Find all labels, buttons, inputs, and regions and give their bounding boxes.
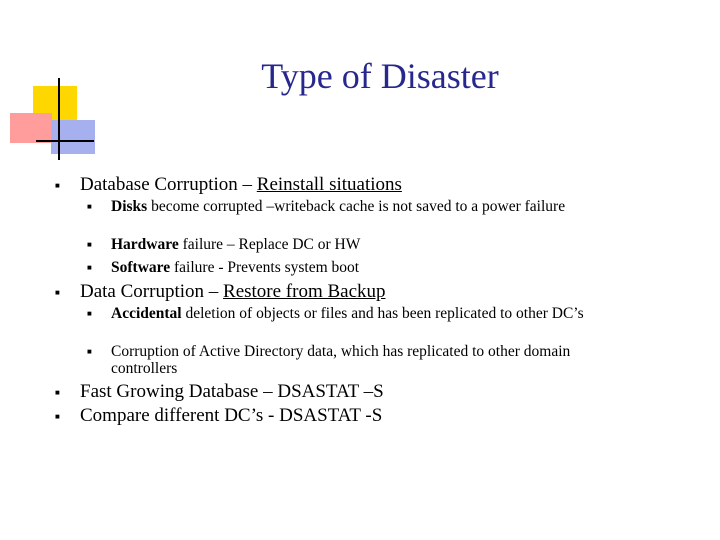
sub-bullet-disks <box>111 199 601 216</box>
bold-term: Hardware <box>111 236 179 253</box>
bold-term: Disks <box>111 198 148 215</box>
sub-bullet-icon: ■ <box>87 202 92 211</box>
bullet-compare-dcs: Compare different DC’s - DSASTAT -S <box>80 405 383 426</box>
sub-bullet-icon: ■ <box>87 309 92 318</box>
bullet-text: Data Corruption – <box>80 281 224 302</box>
bold-term: Software <box>111 259 171 276</box>
bullet-icon: ■ <box>55 288 60 297</box>
bullet-icon: ■ <box>55 412 60 421</box>
sub-bullet-icon: ■ <box>87 240 92 249</box>
sub-bullet-text: become corrupted –writeback cache is not saved to a power failure <box>147 198 566 215</box>
sub-bullet-text: Corruption of Active Directory data, which has replicated to other domain controllers <box>111 343 571 377</box>
bullet-fast-growing-database: Fast Growing Database – DSASTAT –S <box>80 381 384 402</box>
bullet-data-corruption <box>80 281 386 303</box>
sub-bullet-software <box>111 260 631 277</box>
bullet-icon: ■ <box>55 388 60 397</box>
decor-vertical-line <box>58 78 60 160</box>
bullet-database-corruption <box>80 174 402 196</box>
bold-term: Accidental <box>111 305 182 322</box>
sub-bullet-icon: ■ <box>87 347 92 356</box>
restore-from-backup-link[interactable]: Restore from Backup <box>223 281 386 302</box>
decor-red-rectangle <box>10 113 52 143</box>
bullet-icon: ■ <box>55 181 60 190</box>
decor-horizontal-line <box>36 140 94 142</box>
slide-title: Type of Disaster <box>261 56 499 96</box>
sub-bullet-hardware <box>111 237 631 254</box>
sub-bullet-icon: ■ <box>87 263 92 272</box>
reinstall-situations-link[interactable]: Reinstall situations <box>256 174 402 195</box>
sub-bullet-accidental <box>111 306 631 323</box>
sub-bullet-corruption-ad <box>111 344 601 377</box>
sub-bullet-text: deletion of objects or files and has been replicated to other DC’s <box>181 305 584 322</box>
sub-bullet-text: failure - Prevents system boot <box>170 259 360 276</box>
sub-bullet-text: failure – Replace DC or HW <box>178 236 361 253</box>
bullet-text: Database Corruption – <box>80 174 257 195</box>
